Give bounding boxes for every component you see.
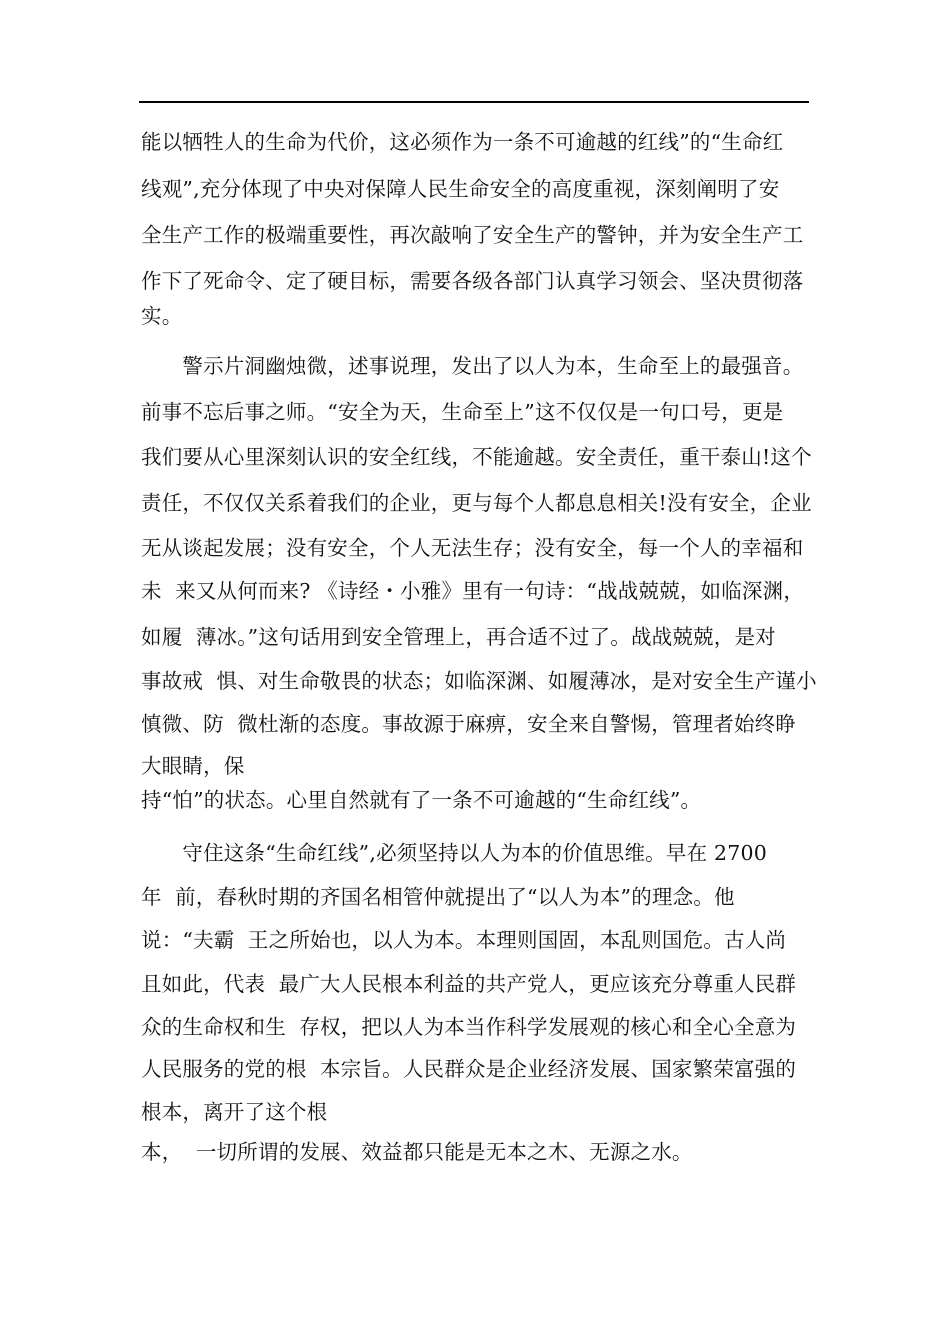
text-line: 如履 薄冰。”这句话用到安全管理上，再合适不过了。战战兢兢，是对 bbox=[141, 625, 776, 649]
text-line: 持“怕”的状态。心里自然就有了一条不可逾越的“生命红线”。 bbox=[141, 788, 702, 812]
text-line: 实。 bbox=[141, 304, 183, 328]
text-line: 作下了死命令、定了硬目标，需要各级各部门认真学习领会、坚决贯彻落 bbox=[141, 269, 804, 293]
text-line: 全生产工作的极端重要性，再次敲响了安全生产的警钟，并为安全生产工 bbox=[141, 223, 804, 247]
text-line: 无从谈起发展；没有安全，个人无法生存；没有安全，每一个人的幸福和 bbox=[141, 536, 804, 560]
text-line: 本， 一切所谓的发展、效益都只能是无本之木、无源之水。 bbox=[141, 1140, 693, 1164]
header-rule bbox=[139, 101, 809, 103]
text-line: 人民服务的党的根 本宗旨。人民群众是企业经济发展、国家繁荣富强的 bbox=[141, 1057, 797, 1081]
text-line: 众的生命权和生 存权，把以人为本当作科学发展观的核心和全心全意为 bbox=[141, 1015, 797, 1039]
text-line: 我们要从心里深刻认识的安全红线，不能逾越。安全责任，重干泰山!这个 bbox=[141, 445, 812, 469]
text-line: 慎微、防 微杜渐的态度。事故源于麻痹，安全来自警惕，管理者始终睁 bbox=[141, 712, 797, 736]
text-line: 警示片洞幽烛微，述事说理，发出了以人为本，生命至上的最强音。 bbox=[141, 354, 804, 378]
text-line: 守住这条“生命红线”,必须坚持以人为本的价值思维。早在 2700 bbox=[141, 841, 767, 865]
text-line: 大眼睛，保 bbox=[141, 754, 245, 778]
text-line: 线观”,充分体现了中央对保障人民生命安全的高度重视，深刻阐明了安 bbox=[141, 177, 780, 201]
text-line: 年 前，春秋时期的齐国名相管仲就提出了“以人为本”的理念。他 bbox=[141, 885, 735, 909]
text-line: 根本，离开了这个根 bbox=[141, 1100, 328, 1124]
text-line: 未 来又从何而来? 《诗经・小雅》里有一句诗：“战战兢兢，如临深渊， bbox=[141, 579, 805, 603]
text-line: 且如此，代表 最广大人民根本利益的共产党人，更应该充分尊重人民群 bbox=[141, 972, 797, 996]
text-line: 能以牺牲人的生命为代价，这必须作为一条不可逾越的红线”的“生命红 bbox=[141, 130, 784, 154]
text-line: 事故戒 惧、对生命敬畏的状态；如临深渊、如履薄冰，是对安全生产谨小 bbox=[141, 669, 817, 693]
text-line: 责任，不仅仅关系着我们的企业，更与每个人都息息相关!没有安全，企业 bbox=[141, 491, 812, 515]
text-line: 说：“夫霸 王之所始也，以人为本。本理则国固，本乱则国危。古人尚 bbox=[141, 928, 787, 952]
text-line: 前事不忘后事之师。“安全为天，生命至上”这不仅仅是一句口号，更是 bbox=[141, 400, 784, 424]
